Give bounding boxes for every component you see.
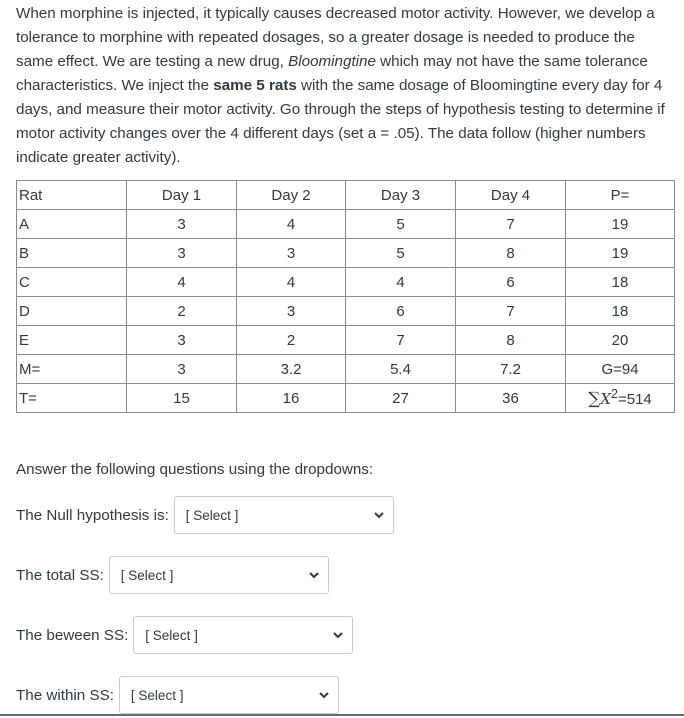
table-cell: 20 [566,326,675,355]
table-row [17,326,675,355]
table-cell: 7 [456,297,566,326]
table-cell: 18 [566,297,675,326]
sigma-symbol: ∑ [588,389,601,409]
table-cell: E [17,326,127,355]
table-cell: D [17,297,127,326]
data-table [16,180,675,413]
table-row-means [17,355,675,384]
total-ss-dropdown[interactable] [109,556,329,594]
problem-description [16,2,676,170]
table-cell: 15 [127,384,237,413]
within-ss-dropdown[interactable] [119,676,339,714]
table-cell: 4 [127,268,237,297]
within-ss-question [16,676,339,714]
table-cell: 3 [237,239,346,268]
chevron-down-icon [332,629,344,641]
intro-text-3: with the same dosage of Bloomingtine every day for 4 days, and measure their motor activity. Go through the steps of hypothesis testing to determine if motor activity changes over the 4 different days (set a = .05). The data follow (higher numbers indicate greater activity). [16,77,665,166]
table-cell: 3 [237,297,346,326]
table-header-cell: Day 1 [127,181,237,210]
table-cell: B [17,239,127,268]
table-cell: 5.4 [346,355,456,384]
table-cell: 19 [566,210,675,239]
table-cell: 5 [346,239,456,268]
intro-text-2: which may not have the same tolerance characteristics. We inject the [16,53,648,94]
table-cell: M= [17,355,127,384]
table-header-row [17,181,675,210]
table-cell: 3.2 [237,355,346,384]
sum-sq-value: =514 [617,391,652,408]
table-cell: 19 [566,239,675,268]
table-cell: 3 [127,326,237,355]
drug-name: Bloomingtine [288,53,376,70]
between-ss-question [16,616,353,654]
dropdown-value: [ Select ] [120,567,174,583]
table-header-cell: Rat [17,181,127,210]
dropdown-value: [ Select ] [185,507,239,523]
table-cell: G=94 [566,355,675,384]
table-row [17,268,675,297]
question-label: The Null hypothesis is: [16,506,169,524]
dropdown-value: [ Select ] [145,627,198,643]
table-cell: 4 [237,268,346,297]
x-variable: X [600,390,612,408]
table-cell: 16 [237,384,346,413]
table-cell: 2 [237,326,346,355]
table-header-cell: P= [566,181,675,210]
table-cell: 7 [346,326,456,355]
table-cell: 3 [127,210,237,239]
table-row [17,210,675,239]
table-row-totals [17,384,675,413]
null-hypothesis-question [16,496,394,534]
table-cell: 18 [566,268,675,297]
table-cell: 4 [237,210,346,239]
table-cell: 8 [456,326,566,355]
null-hypothesis-dropdown[interactable] [174,496,394,534]
table-cell: 7 [456,210,566,239]
question-label: The total SS: [16,566,104,584]
table-cell: 2 [127,297,237,326]
table-cell: 7.2 [456,355,566,384]
intro-bold: same 5 rats [213,77,297,94]
dropdown-value: [ Select ] [130,687,184,703]
answer-instructions: Answer the following questions using the dropdowns: [16,461,374,478]
chevron-down-icon [318,689,330,701]
table-cell: 8 [456,239,566,268]
table-cell: 6 [456,268,566,297]
exponent: 2 [611,387,618,401]
intro-text-1: When morphine is injected, it typically causes decreased motor activity. However, we develop a tolerance to morphine with repeated dosages, so a greater dosage is needed to produce the same effect. We are testing a new drug, [16,5,655,70]
table-cell: 4 [346,268,456,297]
between-ss-dropdown[interactable] [133,616,353,654]
table-cell: 3 [127,355,237,384]
table-cell: 27 [346,384,456,413]
table-header-cell: Day 4 [456,181,566,210]
chevron-down-icon [373,509,385,521]
table-header-cell: Day 2 [237,181,346,210]
bottom-divider [0,714,684,716]
table-cell: 6 [346,297,456,326]
table-cell: 5 [346,210,456,239]
table-header-cell: Day 3 [346,181,456,210]
table-row [17,297,675,326]
table-row [17,239,675,268]
total-ss-question [16,556,329,594]
table-cell: 3 [127,239,237,268]
question-label: The beween SS: [16,626,129,644]
table-cell: A [17,210,127,239]
sum-of-squares-cell [566,384,675,413]
table-cell: C [17,268,127,297]
table-cell: 36 [456,384,566,413]
table-cell: T= [17,384,127,413]
chevron-down-icon [308,569,320,581]
question-label: The within SS: [16,686,114,704]
